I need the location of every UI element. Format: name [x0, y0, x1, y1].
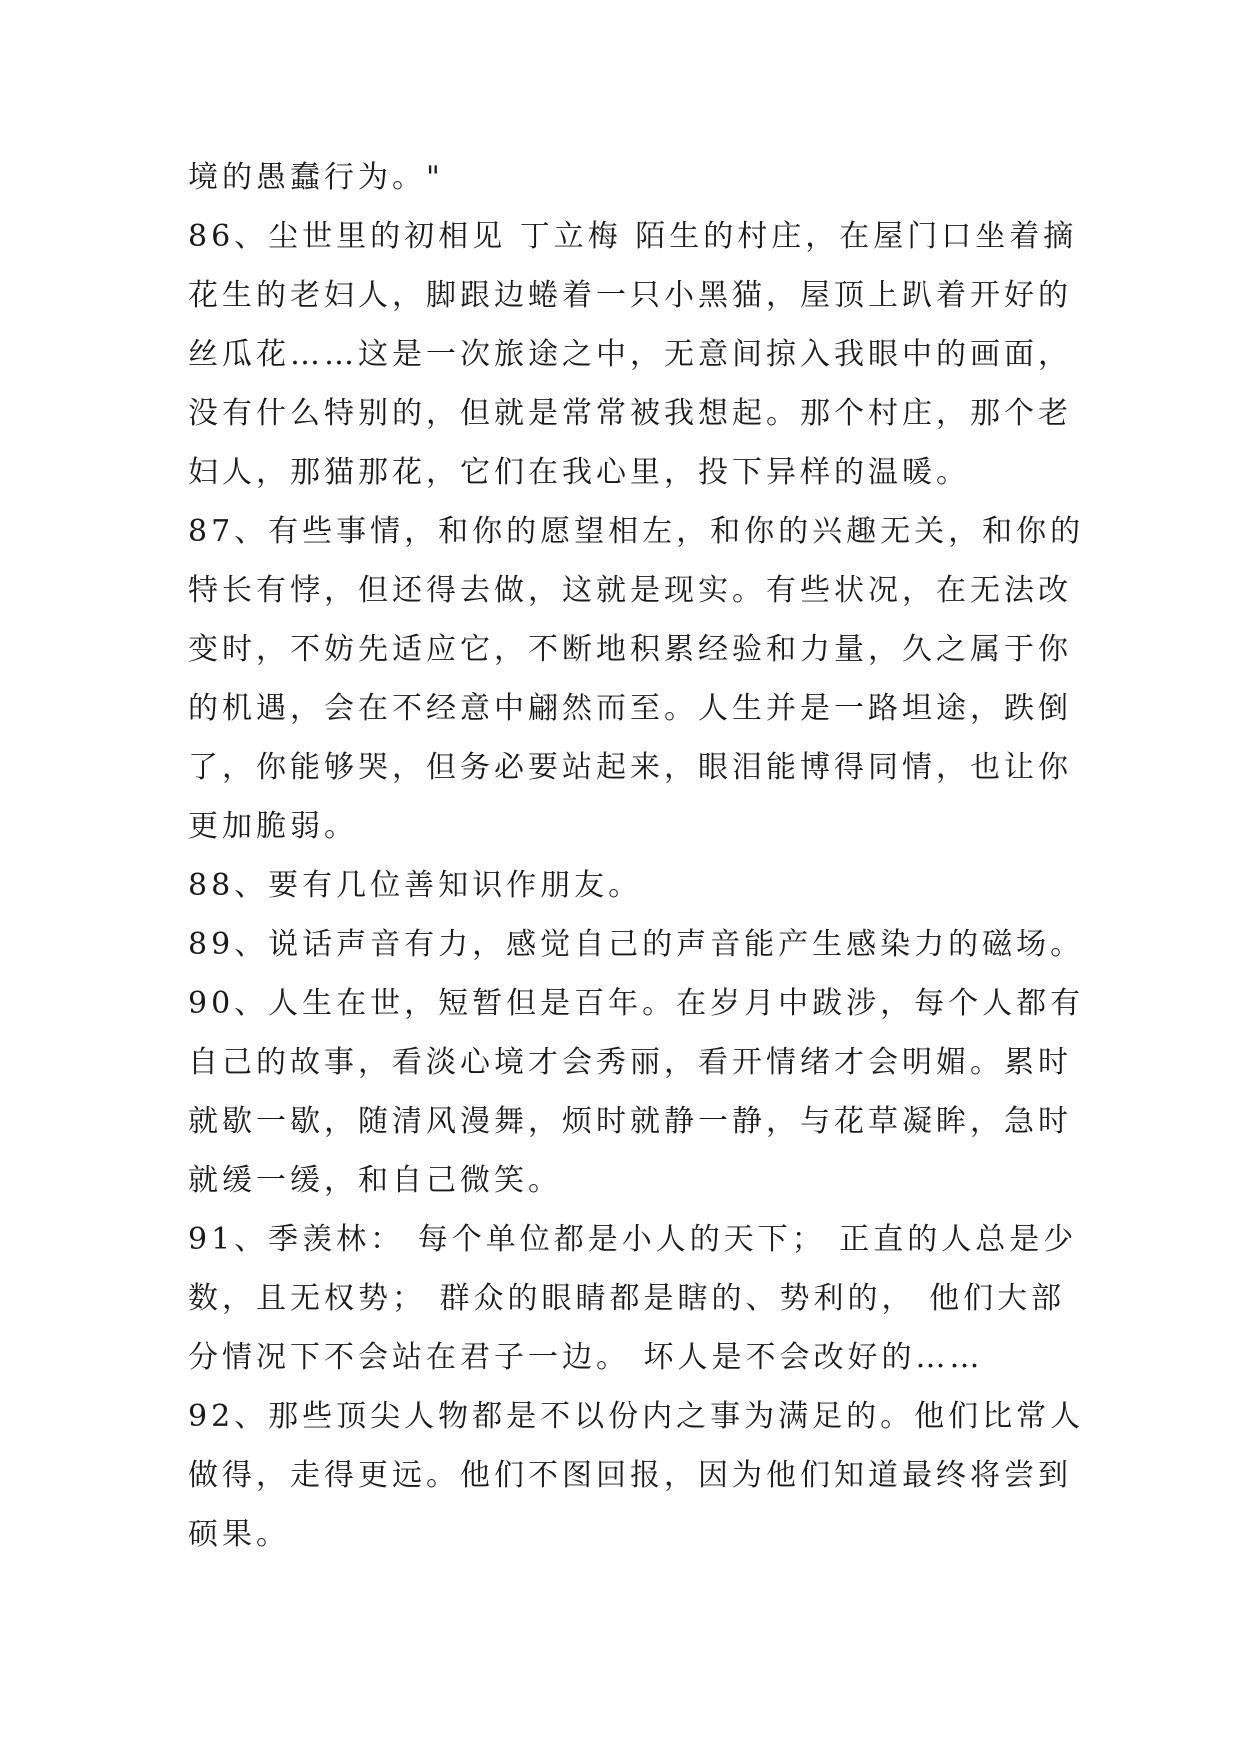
text-line: 妇人，那猫那花，它们在我心里，投下异样的温暖。: [188, 455, 970, 490]
text-line: 89、说话声音有力，感觉自己的声音能产生感染力的磁场。: [188, 927, 1085, 962]
text-line: 数，且无权势； 群众的眼睛都是瞎的、势利的， 他们大部: [188, 1281, 1066, 1316]
text-line: 86、尘世里的初相见 丁立梅 陌生的村庄，在屋门口坐着摘: [188, 219, 1078, 254]
text-line: 没有什么特别的，但就是常常被我想起。那个村庄，那个老: [188, 396, 1072, 431]
text-line: 88、要有几位善知识作朋友。: [188, 868, 643, 903]
text-line: 丝瓜花……这是一次旅途之中，无意间掠入我眼中的画面，: [188, 337, 1072, 372]
text-line: 92、那些顶尖人物都是不以份内之事为满足的。他们比常人: [188, 1399, 1085, 1434]
text-line: 特长有悖，但还得去做，这就是现实。有些状况，在无法改: [188, 573, 1072, 608]
text-line: 变时，不妨先适应它，不断地积累经验和力量，久之属于你: [188, 632, 1072, 667]
text-line: 了，你能够哭，但务必要站起来，眼泪能博得同情，也让你: [188, 750, 1072, 785]
text-line: 90、人生在世，短暂但是百年。在岁月中跋涉，每个人都有: [188, 986, 1085, 1021]
text-line: 的机遇，会在不经意中翩然而至。人生并是一路坦途，跌倒: [188, 691, 1072, 726]
document-page: [188, 148, 1085, 1564]
text-line: 91、季羡林： 每个单位都是小人的天下； 正直的人总是少: [188, 1222, 1078, 1257]
text-line: 硕果。: [188, 1517, 290, 1552]
text-line: 就缓一缓，和自己微笑。: [188, 1163, 562, 1198]
text-line: 就歇一歇，随清风漫舞，烦时就静一静，与花草凝眸，急时: [188, 1104, 1072, 1139]
text-line: 更加脆弱。: [188, 809, 358, 844]
text-line: 花生的老妇人，脚跟边蜷着一只小黑猫，屋顶上趴着开好的: [188, 278, 1072, 313]
text-line: 自己的故事，看淡心境才会秀丽，看开情绪才会明媚。累时: [188, 1045, 1072, 1080]
text-line: 境的愚蠢行为。": [188, 160, 444, 195]
text-line: 分情况下不会站在君子一边。 坏人是不会改好的……: [188, 1340, 984, 1375]
text-line: 87、有些事情，和你的愿望相左，和你的兴趣无关，和你的: [188, 514, 1085, 549]
text-line: 做得，走得更远。他们不图回报，因为他们知道最终将尝到: [188, 1458, 1072, 1493]
